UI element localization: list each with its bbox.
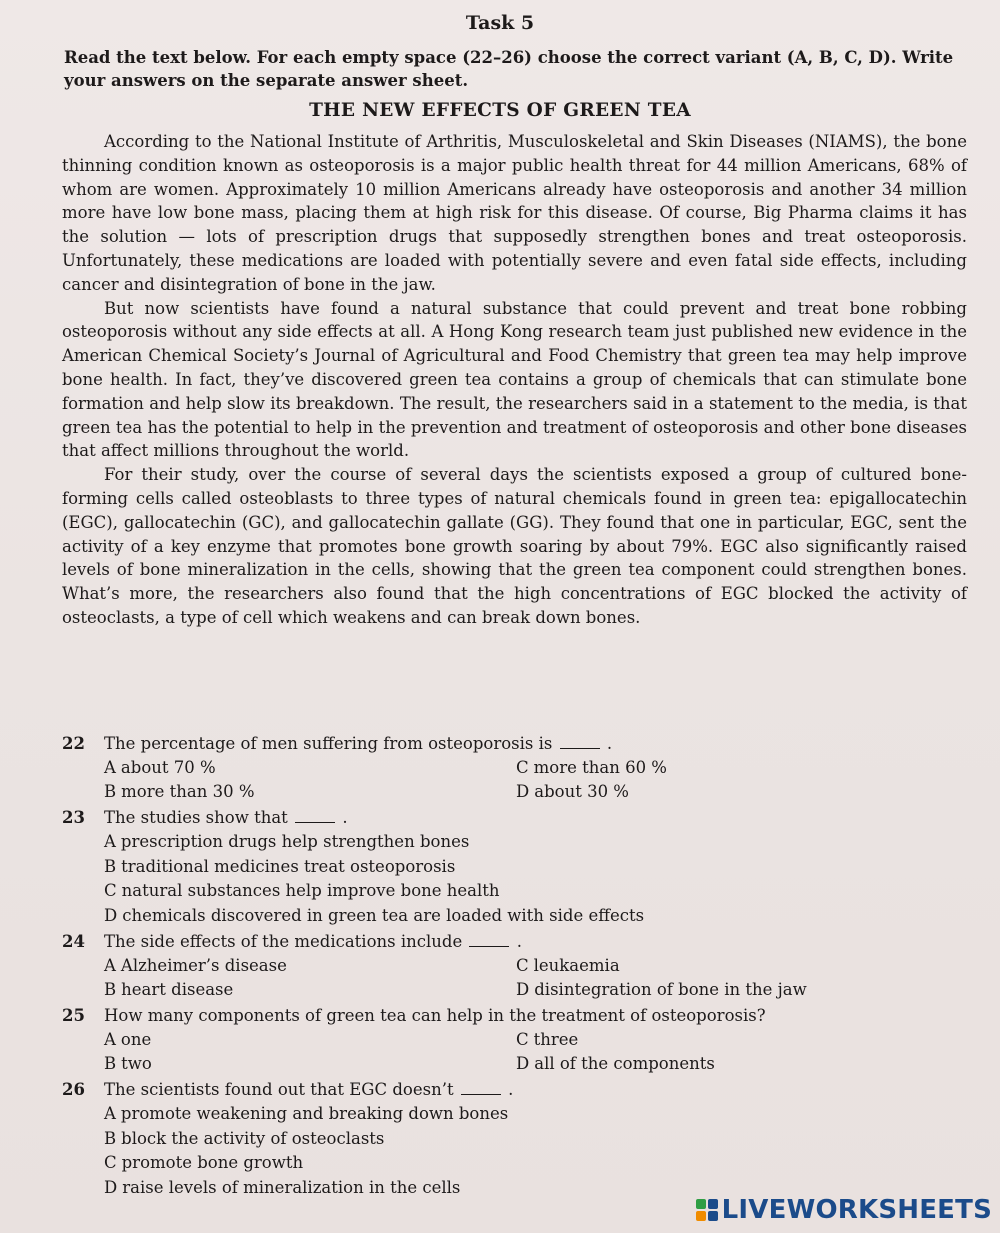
option-letter: D (516, 782, 530, 801)
question-number: 22 (62, 734, 85, 753)
option-text: promote bone growth (121, 1153, 304, 1172)
question-stem-text: How many components of green tea can help in the treatment of osteoporosis? (104, 1006, 766, 1025)
answer-option[interactable] (104, 1030, 151, 1049)
question-stem-text: The studies show that (104, 808, 288, 827)
answer-option[interactable] (104, 832, 469, 851)
option-text: raise levels of mineralization in the cells (122, 1177, 461, 1197)
option-letter: A (104, 956, 116, 975)
option-text: chemicals discovered in green tea are loaded with side effects (122, 905, 645, 925)
option-letter: D (516, 1054, 530, 1073)
option-text: Alzheimer’s disease (120, 956, 287, 975)
answer-options (62, 756, 967, 804)
question-number: 23 (62, 808, 85, 827)
option-letter: B (104, 1128, 117, 1148)
option-letter: A (104, 1030, 116, 1049)
answer-option[interactable] (516, 980, 807, 999)
question-end-mark: . (342, 808, 348, 827)
option-letter: B (104, 980, 117, 999)
option-letter: C (516, 956, 529, 975)
option-cell (104, 756, 516, 780)
option-row (104, 1028, 967, 1052)
option-row (104, 1102, 967, 1127)
question-23 (62, 806, 967, 928)
option-letter: B (104, 782, 117, 801)
answer-option[interactable] (104, 881, 500, 900)
option-letter: D (104, 905, 118, 925)
article-title: THE NEW EFFECTS OF GREEN TEA (309, 100, 691, 121)
question-end-mark: . (516, 932, 522, 951)
option-text: block the activity of osteoclasts (121, 1128, 385, 1148)
answer-option[interactable] (104, 1178, 460, 1197)
answer-option[interactable] (104, 1153, 303, 1172)
question-22 (62, 732, 967, 804)
option-cell (104, 1028, 516, 1052)
answer-option[interactable] (516, 782, 629, 801)
answer-option[interactable] (104, 857, 455, 876)
answer-option[interactable] (516, 956, 620, 975)
question-number: 25 (62, 1006, 85, 1025)
option-text: all of the components (534, 1054, 715, 1073)
answer-option[interactable] (104, 1104, 508, 1123)
option-text: more than 60 % (533, 758, 667, 777)
option-cell (516, 1028, 928, 1052)
option-row (104, 830, 967, 855)
option-text: disintegration of bone in the jaw (534, 980, 807, 999)
question-text (104, 930, 967, 954)
option-letter: B (104, 1054, 117, 1073)
option-letter: C (516, 758, 529, 777)
questions-list (62, 732, 967, 1202)
question-25 (62, 1004, 967, 1076)
option-text: traditional medicines treat osteoporosis (121, 856, 456, 876)
question-number: 26 (62, 1080, 85, 1099)
option-cell (516, 756, 928, 780)
answer-options (62, 1028, 967, 1076)
option-text: one (120, 1030, 152, 1049)
question-text (104, 1078, 967, 1102)
answer-option[interactable] (104, 1054, 152, 1073)
option-text: promote weakening and breaking down bones (120, 1104, 509, 1123)
answer-options (62, 1102, 967, 1200)
option-letter: A (104, 758, 116, 777)
option-text: more than 30 % (121, 782, 255, 801)
question-text (104, 732, 967, 756)
answer-option[interactable] (516, 1054, 715, 1073)
question-number: 24 (62, 932, 85, 951)
answer-options (62, 954, 967, 1002)
question-stem (62, 930, 967, 954)
answer-option[interactable] (104, 758, 216, 777)
question-stem-text: The percentage of men suffering from osteoporosis is (104, 734, 553, 753)
task-instructions: Read the text below. For each empty space (22–26) choose the correct variant (A, B, C, D). Write your answers on the separate answer sheet. (64, 48, 954, 90)
option-row (104, 1127, 967, 1152)
option-row (104, 1052, 967, 1076)
question-stem-text: The side effects of the medications include (104, 932, 463, 951)
question-stem-text: The scientists found out that EGC doesn’t (104, 1080, 454, 1099)
answer-blank[interactable] (461, 1080, 501, 1095)
option-letter: C (516, 1030, 529, 1049)
option-cell (104, 1052, 516, 1076)
option-cell (104, 780, 516, 804)
option-row (104, 879, 967, 904)
article-text (62, 130, 967, 630)
question-end-mark: . (606, 734, 613, 753)
option-text: prescription drugs help strengthen bones (120, 832, 470, 851)
answer-option[interactable] (104, 980, 233, 999)
question-stem (62, 1078, 967, 1102)
option-cell (516, 1052, 928, 1076)
option-cell (516, 780, 928, 804)
option-cell (104, 978, 516, 1002)
option-text: natural substances help improve bone health (121, 881, 500, 900)
answer-option[interactable] (104, 1129, 384, 1148)
logo-grid-icon (696, 1199, 718, 1221)
option-letter: C (104, 1153, 117, 1172)
option-cell (516, 978, 928, 1002)
option-letter: D (104, 1177, 118, 1197)
answer-option[interactable] (104, 956, 287, 975)
option-row (104, 904, 967, 929)
question-stem (62, 806, 967, 830)
answer-blank[interactable] (469, 932, 509, 947)
option-row (104, 954, 967, 978)
liveworksheets-logo (696, 1195, 992, 1225)
question-24 (62, 930, 967, 1002)
option-row (104, 780, 967, 804)
option-letter: A (104, 832, 116, 851)
answer-blank[interactable] (295, 808, 335, 823)
option-row (104, 978, 967, 1002)
option-row (104, 1151, 967, 1176)
option-text: heart disease (121, 980, 234, 999)
option-text: about 30 % (534, 782, 629, 801)
question-end-mark: . (508, 1080, 514, 1099)
answer-option[interactable] (104, 782, 255, 801)
paragraph: According to the National Institute of Arthritis, Musculoskeletal and Skin Diseases (NIAMS), the bone thinning condition known as osteoporosis is a major public health threat for 44 million Americans, 68% of whom are women. Approximately 10 million Americans already have osteoporosis and another 34 million more have low bone mass, placing them at high risk for this disease. Of course, Big Pharma claims it has the solution — lots of prescription drugs that supposedly strengthen bones and treat osteoporosis. Unfortunately, these medications are loaded with potentially severe and even fatal side effects, including cancer and disintegration of bone in the jaw. (62, 132, 967, 294)
question-stem (62, 732, 967, 756)
logo-text: LIVEWORKSHEETS (721, 1195, 992, 1225)
option-row (104, 756, 967, 780)
option-cell (516, 954, 928, 978)
option-letter: D (516, 980, 530, 999)
option-letter: A (104, 1104, 116, 1123)
question-stem (62, 1004, 967, 1028)
answer-option[interactable] (516, 758, 667, 777)
paragraph: But now scientists have found a natural substance that could prevent and treat bone robbing osteoporosis without any side effects at all. A Hong Kong research team just published new evidence in the American Chemical Society’s Journal of Agricultural and Food Chemistry that green tea may help improve bone health. In fact, they’ve discovered green tea contains a group of chemicals that can stimulate bone formation and help slow its breakdown. The result, the researchers said in a statement to the media, is that green tea has the potential to help in the prevention and treatment of osteoporosis and other bone diseases that affect millions throughout the world. (62, 298, 967, 461)
option-cell (104, 954, 516, 978)
paragraph: For their study, over the course of several days the scientists exposed a group of cultured bone-forming cells called osteoblasts to three types of natural chemicals found in green tea: epigallocatechin (EGC), gallocatechin (GC), and gallocatechin gallate (GG). They found that one in particular, EGC, sent the activity of a key enzyme that promotes bone growth soaring by about 79%. EGC also significantly raised levels of bone mineralization in the cells, showing that the green tea component could strengthen bones. What’s more, the researchers also found that the high concentrations of EGC blocked the activity of osteoclasts, a type of cell which weakens and can break down bones. (62, 465, 967, 627)
option-text: three (533, 1030, 579, 1049)
question-text (104, 1004, 967, 1028)
question-26 (62, 1078, 967, 1200)
answer-option[interactable] (104, 906, 644, 925)
option-letter: C (104, 881, 117, 900)
answer-blank[interactable] (560, 734, 600, 749)
question-text (104, 806, 967, 830)
answer-options (62, 830, 967, 928)
option-text: leukaemia (533, 956, 620, 975)
option-text: two (121, 1054, 152, 1073)
option-row (104, 855, 967, 880)
task-title: Task 5 (465, 12, 535, 34)
answer-option[interactable] (516, 1030, 578, 1049)
option-letter: B (104, 856, 117, 876)
option-text: about 70 % (120, 758, 216, 777)
